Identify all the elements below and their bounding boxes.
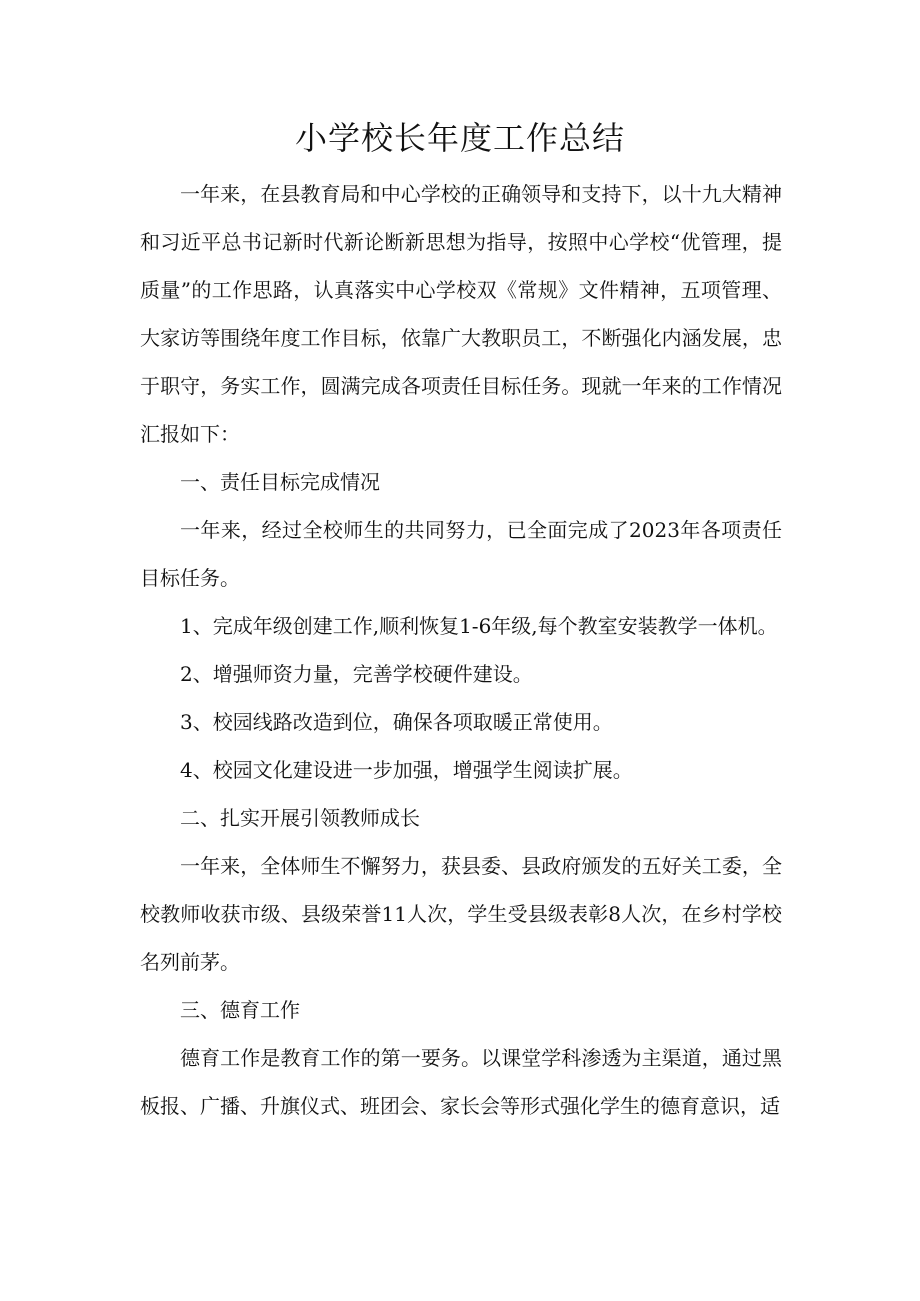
section-heading-1: 一、责任目标完成情况 [180, 470, 380, 494]
section-3-paragraph: 德育工作是教育工作的第一要务。以课堂学科渗透为主渠道，通过黑板报、广播、升旗仪式、班团会、家长会等形式强化学生的德育意识，适 [140, 1046, 782, 1118]
document-title: 小学校长年度工作总结 [294, 119, 625, 157]
list-item-3: 3、校园线路改造到位，确保各项取暖正常使用。 [180, 710, 613, 734]
section-1-paragraph: 一年来，经过全校师生的共同努力，已全面完成了2023年各项责任目标任务。 [140, 518, 782, 590]
section-heading-3: 三、德育工作 [180, 998, 300, 1022]
section-heading-2: 二、扎实开展引领教师成长 [180, 806, 420, 830]
document-body [140, 170, 782, 1130]
list-item-1: 1、完成年级创建工作,顺利恢复1-6年级,每个教室安装教学一体机。 [180, 614, 778, 638]
intro-paragraph: 一年来，在县教育局和中心学校的正确领导和支持下，以十九大精神和习近平总书记新时代新论断新思想为指导，按照中心学校“优管理，提质量”的工作思路，认真落实中心学校双《常规》文件精神，五项管理、大家访等围绕年度工作目标，依靠广大教职员工，不断强化内涵发展，忠于职守，务实工作，圆满完成各项责任目标任务。现就一年来的工作情况汇报如下： [140, 182, 782, 446]
list-item-2: 2、增强师资力量，完善学校硬件建设。 [180, 662, 533, 686]
list-item-4: 4、校园文化建设进一步加强，增强学生阅读扩展。 [180, 758, 633, 782]
section-2-paragraph: 一年来，全体师生不懈努力，获县委、县政府颁发的五好关工委，全校教师收获市级、县级荣誉11人次，学生受县级表彰8人次，在乡村学校名列前茅。 [140, 854, 782, 974]
